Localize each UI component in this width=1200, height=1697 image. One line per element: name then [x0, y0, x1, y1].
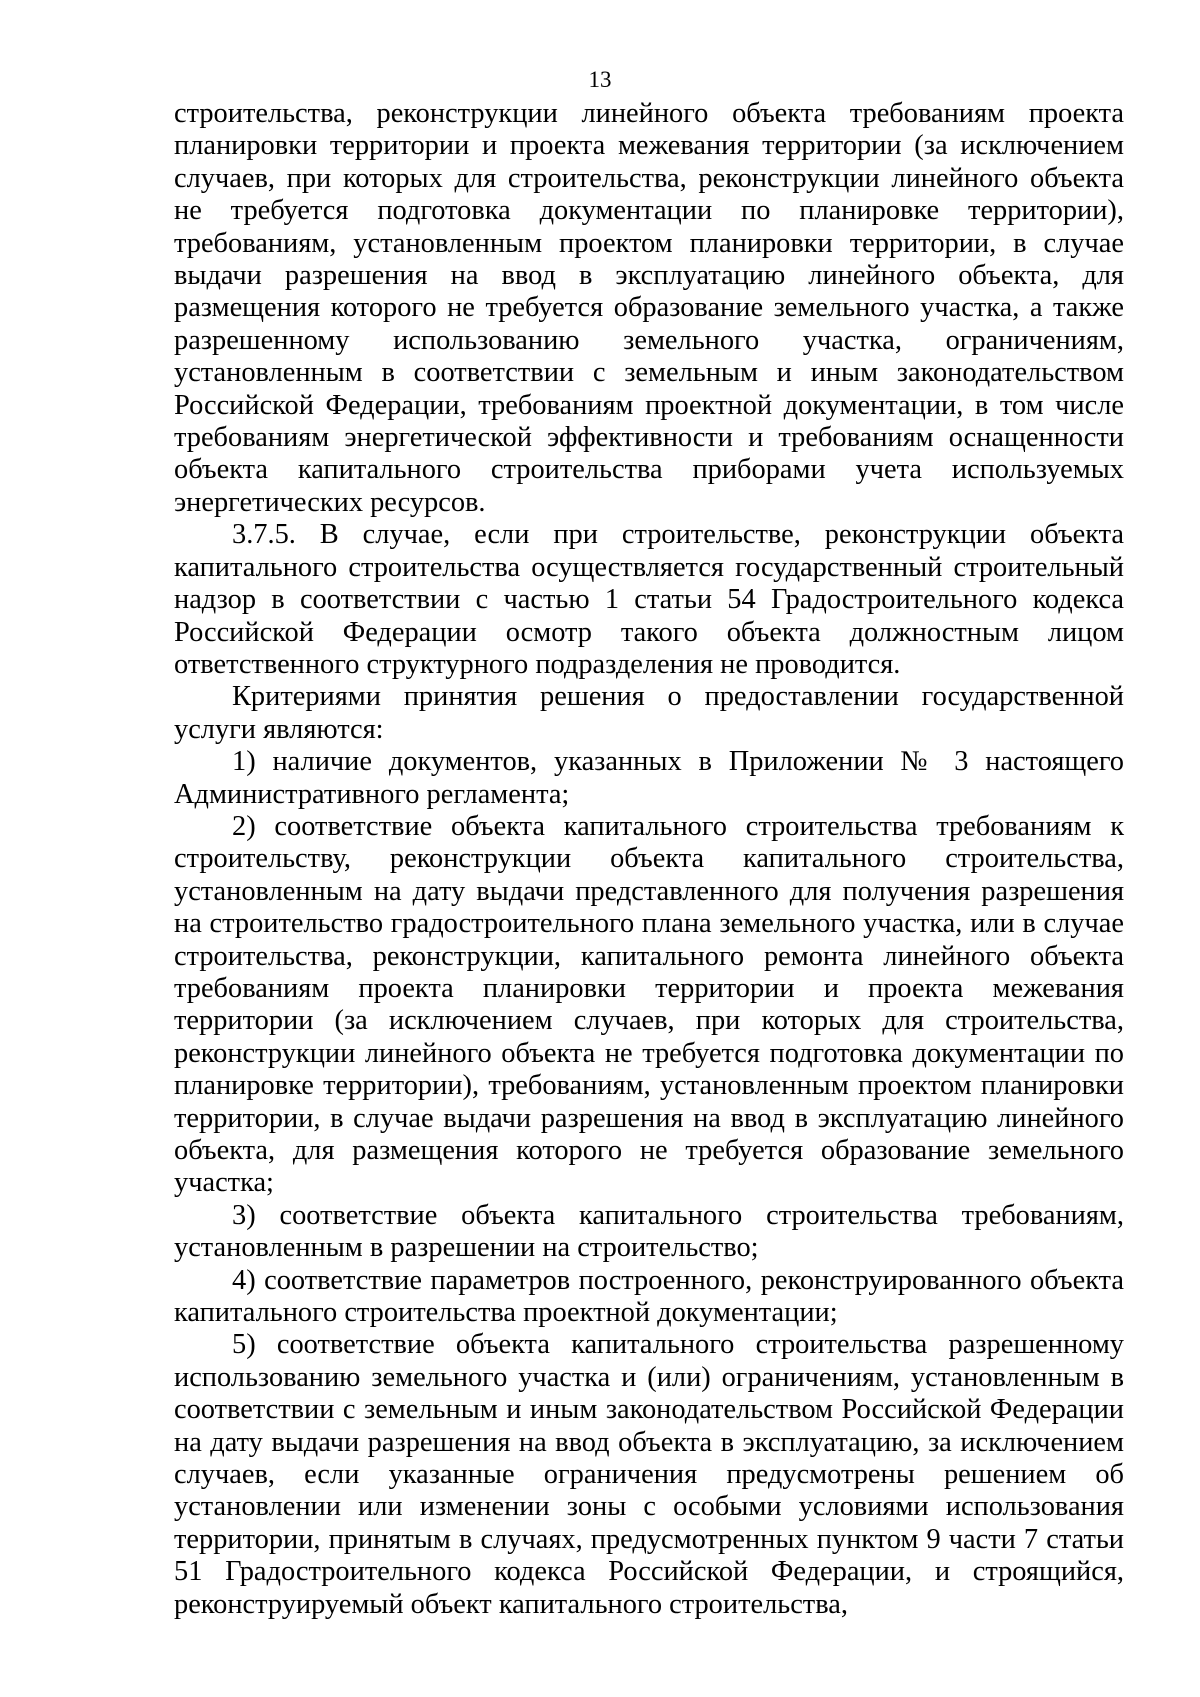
paragraph-criteria-intro: Критериями принятия решения о предоставлении государственной услуги являются:	[174, 681, 1124, 745]
list-item-1: 1) наличие документов, указанных в Приложении № 3 настоящего Административного регламента;	[174, 746, 1124, 810]
list-item-5: 5) соответствие объекта капитального строительства разрешенному использованию земельного участка и (или) ограничениям, установленным в соответствии с земельным и иным законодательством Российской Федерации на дату выдачи разрешения на ввод объекта в эксплуатацию, за исключением случаев, если указанные ограничения предусмотрены решением об установлении или изменении зоны с особыми условиями использования территории, принятым в случаях, предусмотренных пунктом 9 части 7 статьи 51 Градостроительного кодекса Российской Федерации, и строящийся, реконструируемый объект капитального строительства,	[174, 1329, 1124, 1620]
list-item-4: 4) соответствие параметров построенного, реконструированного объекта капитального строительства проектной документации;	[174, 1264, 1124, 1329]
paragraph-3-7-5: 3.7.5. В случае, если при строительстве, реконструкции объекта капитального строительства осуществляется государственный строительный надзор в соответствии с частью 1 статьи 54 Градостроительного кодекса Российской Федерации осмотр такого объекта должностным лицом ответственного структурного подразделения не проводится.	[174, 519, 1124, 680]
page-number: 13	[588, 67, 612, 92]
list-item-3: 3) соответствие объекта капитального строительства требованиям, установленным в разрешении на строительство;	[174, 1199, 1124, 1264]
list-item-2: 2) соответствие объекта капитального строительства требованиям к строительству, реконструкции объекта капитального строительства, установленным на дату выдачи представленного для получения разрешения на строительство градостроительного плана земельного участка, или в случае строительства, реконструкции, капитального ремонта линейного объекта требованиям проекта планировки территории и проекта межевания территории (за исключением случаев, при которых для строительства, реконструкции линейного объекта не требуется подготовка документации по планировке территории), требованиям, установленным проектом планировки территории, в случае выдачи разрешения на ввод в эксплуатацию линейного объекта, для размещения которого не требуется образование земельного участка;	[174, 810, 1124, 1199]
paragraph-continuation: строительства, реконструкции линейного объекта требованиям проекта планировки территории и проекта межевания территории (за исключением случаев, при которых для строительства, реконструкции линейного объекта не требуется подготовка документации по планировке территории), требованиям, установленным проектом планировки территории, в случае выдачи разрешения на ввод в эксплуатацию линейного объекта, для размещения которого не требуется образование земельного участка, а также разрешенному использованию земельного участка, ограничениям, установленным в соответствии с земельным и иным законодательством Российской Федерации, требованиям проектной документации, в том числе требованиям энергетической эффективности и требованиям оснащенности объекта капитального строительства приборами учета используемых энергетических ресурсов.	[174, 98, 1124, 518]
document-body	[174, 98, 1124, 1621]
